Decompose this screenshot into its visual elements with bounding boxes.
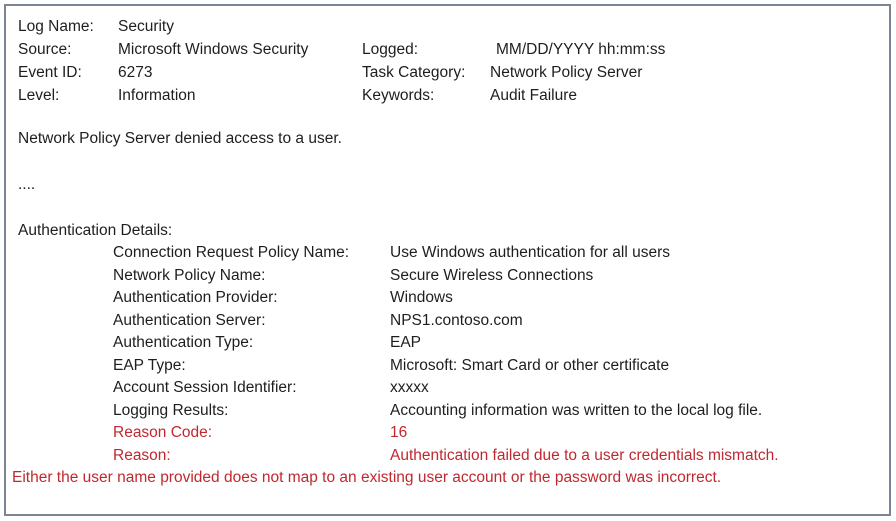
authentication-details-heading: Authentication Details: (18, 222, 173, 239)
detail-label: Authentication Type: (113, 334, 254, 351)
detail-value: Microsoft: Smart Card or other certificate (390, 356, 670, 374)
authentication-details-list (18, 242, 881, 467)
detail-label: Network Policy Name: (113, 266, 266, 284)
header-row-log-name (18, 15, 881, 38)
detail-label: Authentication Provider: (113, 289, 278, 306)
detail-value: 16 (390, 424, 408, 441)
header-row-level (18, 84, 881, 107)
detail-row-reason-code (113, 422, 881, 445)
log-name-label: Log Name: (18, 18, 94, 35)
logged-value: MM/DD/YYYY hh:mm:ss (496, 41, 666, 58)
header-spacer (362, 15, 490, 38)
detail-label: Connection Request Policy Name: (113, 244, 350, 261)
detail-label: Account Session Identifier: (113, 379, 297, 396)
detail-row-network-policy-name (113, 265, 881, 288)
detail-value: xxxxx (390, 379, 429, 396)
level-value: Information (118, 87, 196, 104)
keywords-label: Keywords: (362, 87, 435, 104)
detail-value: Accounting information was written to the local log file. (390, 401, 763, 419)
detail-row-account-session-identifier (113, 377, 881, 400)
detail-row-eap-type (113, 355, 881, 378)
event-id-value: 6273 (118, 64, 153, 81)
detail-value: Authentication failed due to a user credentials mismatch. (390, 446, 779, 464)
source-value: Microsoft Windows Security (118, 41, 309, 58)
logged-label: Logged: (362, 41, 419, 58)
event-id-label: Event ID: (18, 64, 82, 81)
detail-value: NPS1.contoso.com (390, 311, 523, 329)
header-row-source (18, 38, 881, 61)
detail-row-authentication-server (113, 310, 881, 333)
event-description: Network Policy Server denied access to a user. (18, 130, 342, 147)
keywords-value: Audit Failure (490, 87, 578, 104)
level-label: Level: (18, 87, 60, 104)
detail-label: Authentication Server: (113, 311, 266, 329)
header-spacer (490, 15, 881, 38)
detail-label: EAP Type: (113, 356, 186, 374)
detail-label: Reason Code: (113, 424, 213, 441)
header-row-event-id (18, 61, 881, 84)
detail-value: EAP (390, 334, 422, 351)
task-category-value: Network Policy Server (490, 64, 643, 81)
event-header (18, 15, 881, 107)
detail-row-logging-results (113, 400, 881, 423)
detail-row-connection-request-policy (113, 242, 881, 265)
detail-row-authentication-type (113, 332, 881, 355)
detail-label: Logging Results: (113, 401, 229, 419)
source-label: Source: (18, 41, 72, 58)
detail-value: Use Windows authentication for all users (390, 244, 670, 261)
detail-label: Reason: (113, 446, 171, 464)
omitted-content-ellipsis: .... (18, 176, 36, 193)
detail-row-reason (113, 445, 881, 468)
event-detail-panel (4, 4, 891, 516)
detail-value: Secure Wireless Connections (390, 266, 594, 284)
log-name-value: Security (118, 18, 174, 35)
reason-explanation-note: Either the user name provided does not map to an existing user account or the password was incorrect. (12, 469, 722, 486)
detail-row-authentication-provider (113, 287, 881, 310)
detail-value: Windows (390, 289, 453, 306)
task-category-label: Task Category: (362, 64, 466, 81)
